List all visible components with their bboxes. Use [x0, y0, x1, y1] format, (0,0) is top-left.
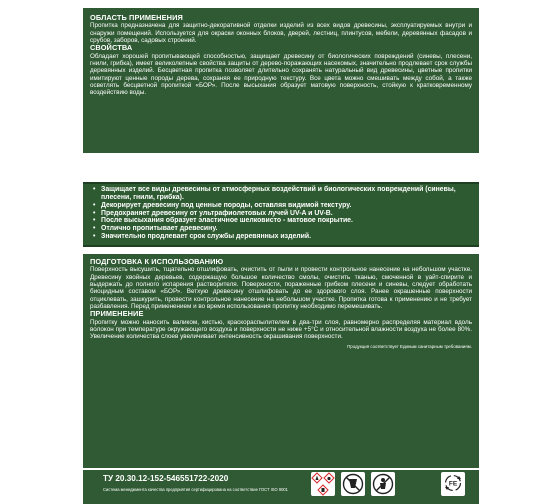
tu-code: ТУ 20.30.12-152-546551722-2020 [103, 474, 229, 483]
preparation-text: Поверхность высушить, тщательно отшлифовать, очистить от пыли и провести контрольное нанесение на небольшом участке. Древесину хвойных деревьев, содержащую большое количество смолы, очистить тканью, смоченной в уайт-спирите и выдержать до полного испарения растворителя. Поверхности, пораженные грибком плесени и синевы, следует обработать биоцидным составом «БОР». Ветхую древесину отшлифовать до ее здорового слоя. Ранее окрашенные поверхности отциклевать, зашкурить, провести контрольное нанесение на небольшом участке. Пропитка готова к применению и не требует разбавления. Перед применением и во время использования пропитку необходимо перемешивать. [90, 266, 472, 310]
no-drain-icon [341, 472, 365, 496]
quality-system-note: Система менеджмента качества предприятия сертифицирована на соответствие ГОСТ ISO 9001 [103, 487, 288, 492]
benefit-item: • Декорирует древесину под ценные породы, оставляя видимой текстуру. [93, 202, 473, 210]
benefit-item: • Значительно продлевает срок службы деревянных изделий. [93, 233, 473, 241]
benefits-panel [83, 182, 479, 247]
info-panel-top [83, 8, 479, 153]
fe-label: FE [448, 480, 458, 488]
application-text: Пропитка предназначена для защитно-декоративной отделки изделий из всех видов древесины, эксплуатируемых внутри и снаружи помещений. Используется для окраски оконных блоков, дверей, лестниц, плинтусов, мебели, деревянных фасадов и срубов, заборов, садовых строений. [90, 22, 472, 44]
properties-title: СВОЙСТВА [90, 43, 133, 53]
application-section [83, 8, 479, 44]
benefit-item: • Защищает все виды древесины от атмосферных воздействий и биологических повреждений (синевы, плесени, гнили, грибка). [93, 186, 473, 202]
label-footer [83, 470, 479, 504]
preparation-section [83, 254, 479, 310]
usage-text: Пропитку можно наносить валиком, кистью, краскораспылителем в два-три слоя, равномерно распределяя материал вдоль волокон при температуре окружающего воздуха и поверхности не ниже +5°С и относительной влажности воздуха не более 80%. Увеличение количества слоев увеличивает интенсивность окрашивания поверхности. [90, 318, 472, 341]
compliance-note: Продукция соответствует Единым санитарным требованиям. [347, 344, 472, 350]
benefit-item: • Предохраняет древесину от ультрафиолетовых лучей UV-A и UV-B. [93, 210, 473, 218]
benefit-item: • Отлично пропитывает древесину. [93, 225, 473, 233]
usage-title: ПРИМЕНЕНИЕ [90, 309, 144, 319]
keep-away-from-children-icon [371, 472, 395, 496]
properties-text: Обладает хорошей пропитывающей способностью, защищает древесину от биологических повреждений (синевы, плесени, гнили, грибка), имеет великолепные свойства защиты от дерево-поражающих насекомых, значительно продлевает срок службы деревянных изделий. Бесцветная пропитка позволяет длительно сохранять натуральный вид древесины, цветные пропитки имитируют ценные породы дерева, сохраняя ее природную текстуру. Все цвета можно смешивать между собой, а также осветлять бесцветной пропиткой «БОР». После высыхания образует матовую поверхность, стойкую к кратковременному воздействию воды. [90, 52, 472, 97]
preparation-title: ПОДГОТОВКА К ИСПОЛЬЗОВАНИЮ [90, 257, 224, 266]
info-panel-bottom [83, 254, 479, 468]
fe-recycle-icon [441, 472, 465, 496]
hazard-pictograms [311, 472, 335, 496]
application-title: ОБЛАСТЬ ПРИМЕНЕНИЯ [90, 13, 183, 22]
benefits-list [83, 184, 479, 241]
benefit-item: • После высыхания образует эластичное шелковисто - матовое покрытие. [93, 217, 473, 225]
properties-section [83, 44, 479, 96]
usage-section [83, 310, 479, 340]
